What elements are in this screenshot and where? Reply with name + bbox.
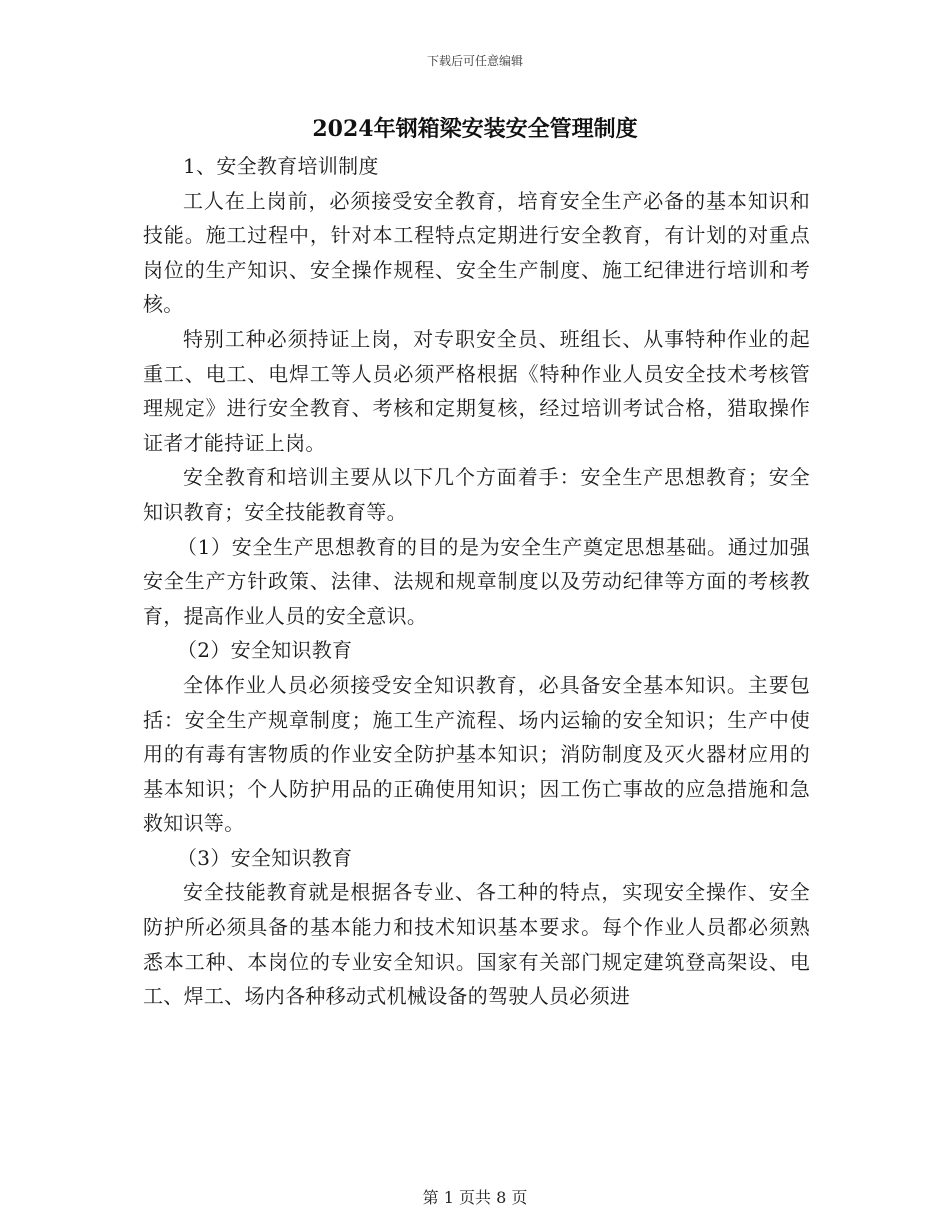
page-number: 第 1 页共 8 页 xyxy=(422,1188,528,1207)
page-header-note: 下载后可任意编辑 xyxy=(426,54,523,68)
document-body xyxy=(143,149,810,1014)
subsection-heading: （3）安全知识教育 xyxy=(177,845,353,870)
paragraph: 全体作业人员必须接受安全知识教育，必具备安全基本知识。主要包括：安全生产规章制度；施工生产流程、场内运输的安全知识；生产中使用的有毒有害物质的作业安全防护基本知识；消防制度及灭火器材应用的基本知识；个人防护用品的正确使用知识；因工伤亡事故的应急措施和急救知识等。 xyxy=(143,672,810,836)
paragraph: （1）安全生产思想教育的目的是为安全生产奠定思想基础。通过加强安全生产方针政策、法律、法规和规章制度以及劳动纪律等方面的考核教育，提高作业人员的安全意识。 xyxy=(143,534,810,628)
subsection-heading: （2）安全知识教育 xyxy=(177,638,353,663)
paragraph: 安全技能教育就是根据各专业、各工种的特点，实现安全操作、安全防护所必须具备的基本能力和技术知识基本要求。每个作业人员都必须熟悉本工种、本岗位的专业安全知识。国家有关部门规定建筑登高架设、电工、焊工、场内各种移动式机械设备的驾驶人员必须进 xyxy=(143,880,810,1009)
paragraph: 安全教育和培训主要从以下几个方面着手：安全生产思想教育；安全知识教育；安全技能教育等。 xyxy=(143,465,810,524)
section-heading: 1、安全教育培训制度 xyxy=(183,154,379,178)
document-title: 2024年钢箱梁安装安全管理制度 xyxy=(312,116,638,142)
paragraph: 工人在上岗前，必须接受安全教育，培育安全生产必备的基本知识和技能。施工过程中，针对本工程特点定期进行安全教育，有计划的对重点岗位的生产知识、安全操作规程、安全生产制度、施工纪律进行培训和考核。 xyxy=(143,188,810,317)
paragraph: 特别工种必须持证上岗，对专职安全员、班组长、从事特种作业的起重工、电工、电焊工等人员必须严格根据《特种作业人员安全技术考核管理规定》进行安全教育、考核和定期复核，经过培训考试合格，猎取操作证者才能持证上岗。 xyxy=(143,326,810,455)
